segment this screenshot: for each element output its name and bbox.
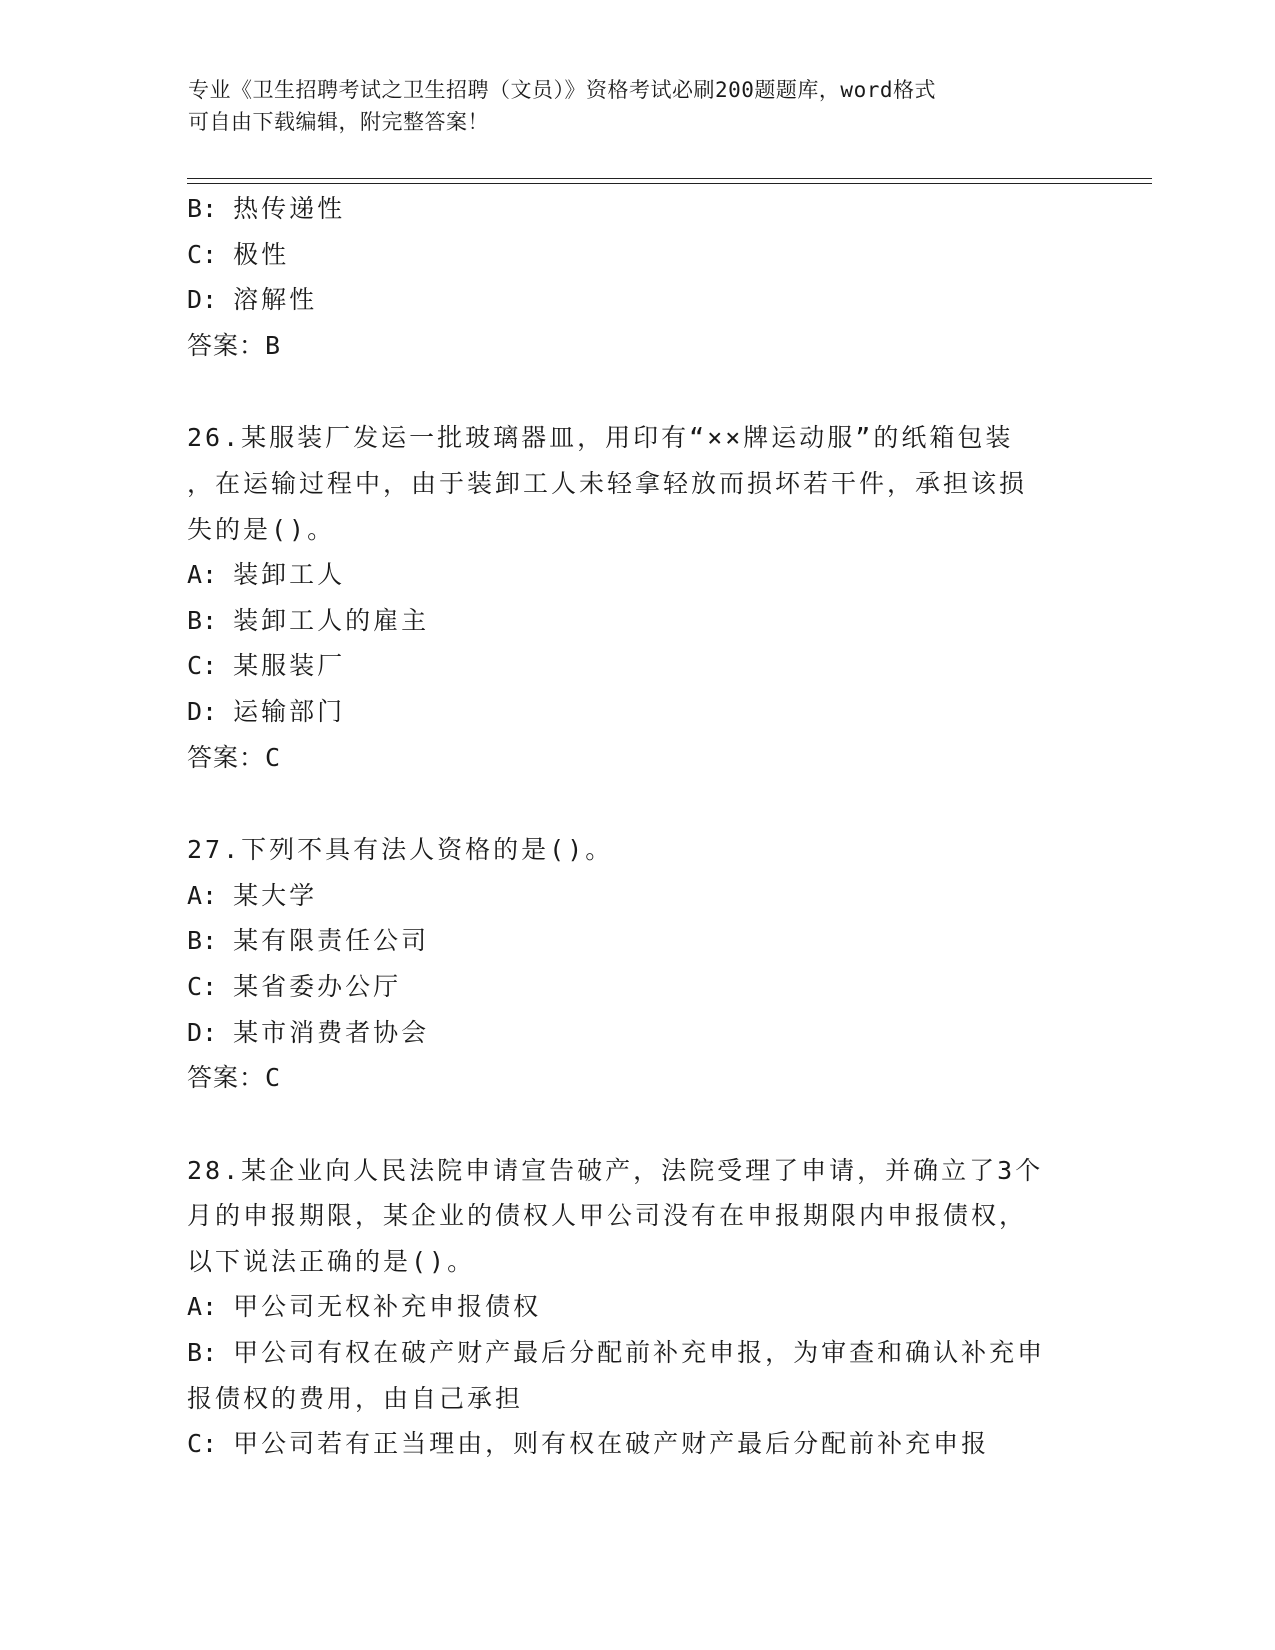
option-prefix: C: [187,1429,218,1459]
option-prefix: B: [187,926,218,956]
option-text: 甲公司有权在破产财产最后分配前补充申报，为审查和确认补充申 [233,1338,1046,1368]
spacer [187,1101,1067,1148]
question-text-line: 28.某企业向人民法院申请宣告破产，法院受理了申请，并确立了3个 [187,1155,1044,1185]
question-text-line: 27.下列不具有法人资格的是()。 [187,835,614,865]
option-text: 热传递性 [233,194,346,223]
option-prefix: A: [187,1292,218,1322]
option-text: 溶解性 [233,285,318,315]
option-a [187,873,1067,919]
option-text: 某市消费者协会 [233,1017,430,1047]
option-prefix: C: [187,971,218,1001]
option-prefix: A: [187,560,218,590]
header-line-2: 可自由下载编辑，附完整答案！ [188,110,489,134]
question-text-line: 以下说法正确的是()。 [187,1246,476,1276]
header-rule-top [187,178,1152,179]
option-b [187,598,1067,644]
question-text-line: 26.某服装厂发运一批玻璃器皿，用印有“××牌运动服”的纸箱包装 [187,423,1014,453]
option-text: 某有限责任公司 [233,926,430,956]
option-b [187,186,1067,232]
option-prefix: D: [187,1017,218,1047]
spacer [187,368,1067,415]
option-prefix: C: [187,239,218,269]
question-27 [187,827,1067,1101]
option-prefix: A: [187,880,218,910]
option-b-continuation: 报债权的费用，由自己承担 [187,1383,524,1413]
option-text: 某省委办公厅 [233,971,402,1001]
option-prefix: D: [187,285,218,315]
option-prefix: B: [187,194,218,223]
header-line-1: 专业《卫生招聘考试之卫生招聘（文员）》资格考试必刷200题题库，word格式 [188,78,936,102]
option-text: 运输部门 [233,696,346,726]
answer-line: 答案：C [187,1063,282,1093]
option-b [187,918,1067,964]
option-d [187,277,1067,323]
option-text: 装卸工人 [233,560,346,590]
option-prefix: C: [187,651,218,681]
question-text-line: 月的申报期限，某企业的债权人甲公司没有在申报期限内申报债权， [187,1201,1028,1231]
option-text: 甲公司若有正当理由，则有权在破产财产最后分配前补充申报 [233,1429,990,1459]
option-text: 甲公司无权补充申报债权 [233,1292,542,1322]
spacer [187,780,1067,827]
option-a [187,1284,1067,1330]
question-text-line: ，在运输过程中，由于装卸工人未轻拿轻放而损坏若干件，承担该损 [187,468,1028,498]
answer-line: 答案：C [187,742,282,772]
option-b [187,1330,1067,1376]
option-text: 极性 [233,239,290,269]
option-prefix: D: [187,696,218,726]
question-26 [187,415,1067,780]
answer-line: 答案：B [187,330,282,360]
continuation-block [187,186,1067,368]
option-text: 某大学 [233,880,318,910]
option-c [187,1421,1067,1467]
option-text: 某服装厂 [233,651,346,681]
option-prefix: B: [187,1338,218,1368]
option-a [187,552,1067,598]
option-c [187,643,1067,689]
option-c [187,232,1067,278]
question-text-line: 失的是()。 [187,514,336,544]
option-prefix: B: [187,605,218,635]
option-c [187,964,1067,1010]
option-text: 装卸工人的雇主 [233,605,430,635]
question-28 [187,1148,1067,1467]
question-content [187,186,1067,1467]
document-header [188,74,1088,138]
option-d [187,1010,1067,1056]
option-d [187,689,1067,735]
header-rule-bottom [187,183,1152,184]
